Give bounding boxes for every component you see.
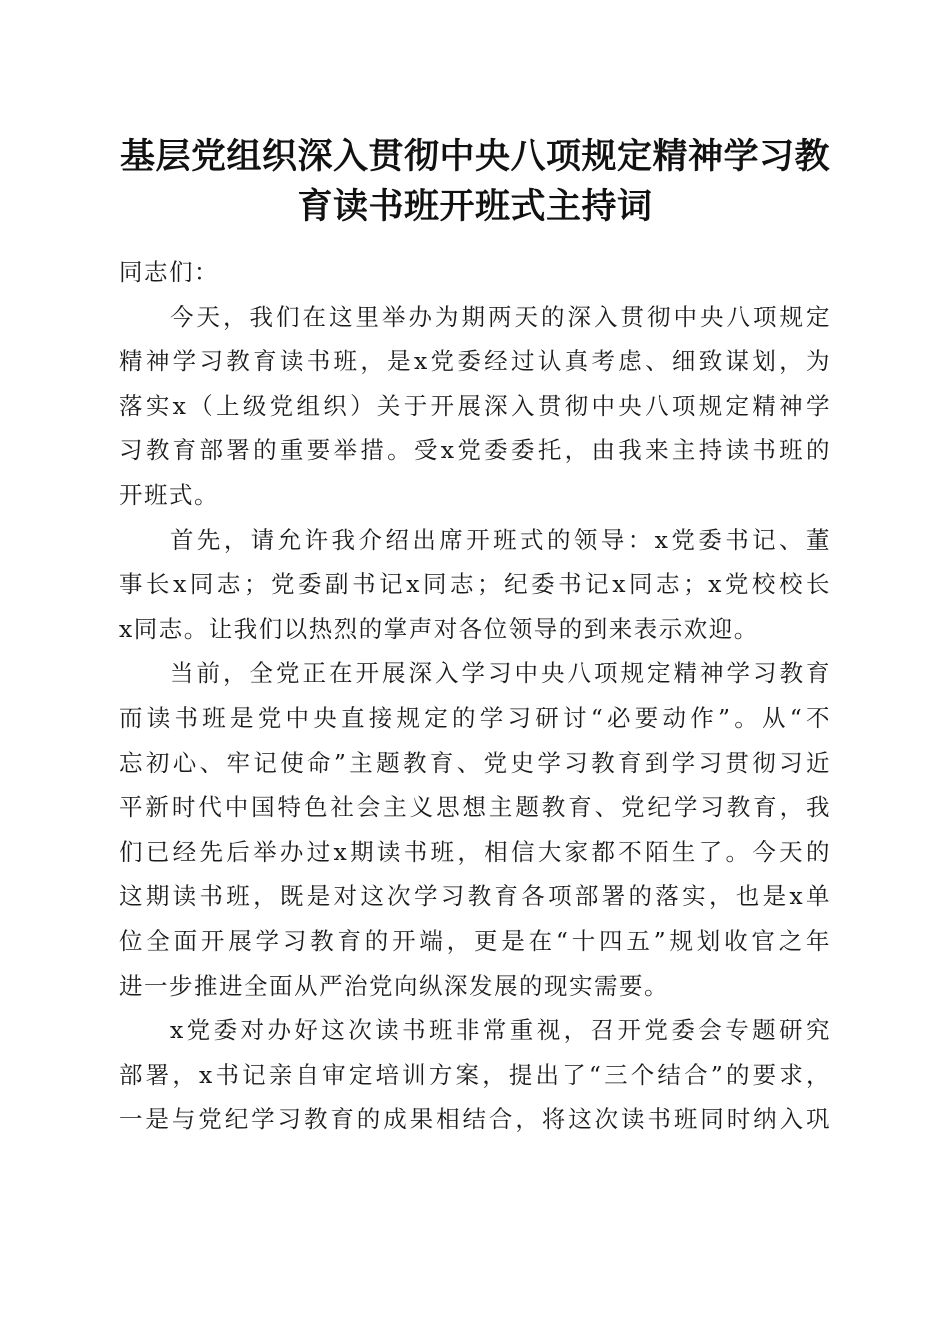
- paragraph-line: 当前，全党正在开展深入学习中央八项规定精神学习教育: [170, 659, 831, 688]
- paragraph-line: 开班式。: [119, 480, 219, 509]
- paragraph-line: 首先，请允许我介绍出席开班式的领导：x党委书记、董: [170, 525, 831, 554]
- paragraph-line: 进一步推进全面从严治党向纵深发展的现实需要。: [119, 971, 669, 1000]
- paragraph-line: 位全面开展学习教育的开端，更是在“十四五”规划收官之年: [119, 926, 831, 955]
- paragraph-4: [119, 1008, 831, 1142]
- paragraph-line: 而读书班是党中央直接规定的学习研讨“必要动作”。从“不: [119, 703, 831, 732]
- paragraph-line: 部署，x书记亲自审定培训方案，提出了“三个结合”的要求，: [119, 1060, 831, 1089]
- paragraph-line: 落实x（上级党组织）关于开展深入贯彻中央八项规定精神学: [119, 391, 831, 420]
- paragraph-line: 今天，我们在这里举办为期两天的深入贯彻中央八项规定: [170, 302, 831, 331]
- paragraph-line: 们已经先后举办过x期读书班，相信大家都不陌生了。今天的: [119, 837, 831, 866]
- salutation: 同志们：: [119, 258, 219, 286]
- paragraph-3: [119, 651, 831, 1008]
- paragraph-line: x党委对办好这次读书班非常重视，召开党委会专题研究: [170, 1016, 831, 1045]
- paragraph-line: 精神学习教育读书班，是x党委经过认真考虑、细致谋划，为: [119, 347, 831, 376]
- title-line-1: 基层党组织深入贯彻中央八项规定精神学习教: [119, 136, 830, 177]
- paragraph-line: 事长x同志；党委副书记x同志；纪委书记x同志；x党校校长: [119, 570, 831, 599]
- document-title: [100, 132, 850, 232]
- paragraph-line: 这期读书班，既是对这次学习教育各项部署的落实，也是x单: [119, 882, 831, 911]
- paragraph-line: 一是与党纪学习教育的成果相结合，将这次读书班同时纳入巩: [119, 1105, 831, 1134]
- paragraph-line: 平新时代中国特色社会主义思想主题教育、党纪学习教育，我: [119, 793, 831, 822]
- paragraph-2: [119, 518, 831, 652]
- document-body: [119, 250, 831, 1142]
- paragraph-1: [119, 295, 831, 518]
- title-line-2: 育读书班开班式主持词: [297, 186, 653, 227]
- paragraph-line: 忘初心、牢记使命”主题教育、党史学习教育到学习贯彻习近: [119, 748, 831, 777]
- paragraph-line: 习教育部署的重要举措。受x党委委托，由我来主持读书班的: [119, 436, 831, 465]
- paragraph-line: x同志。让我们以热烈的掌声对各位领导的到来表示欢迎。: [119, 614, 759, 643]
